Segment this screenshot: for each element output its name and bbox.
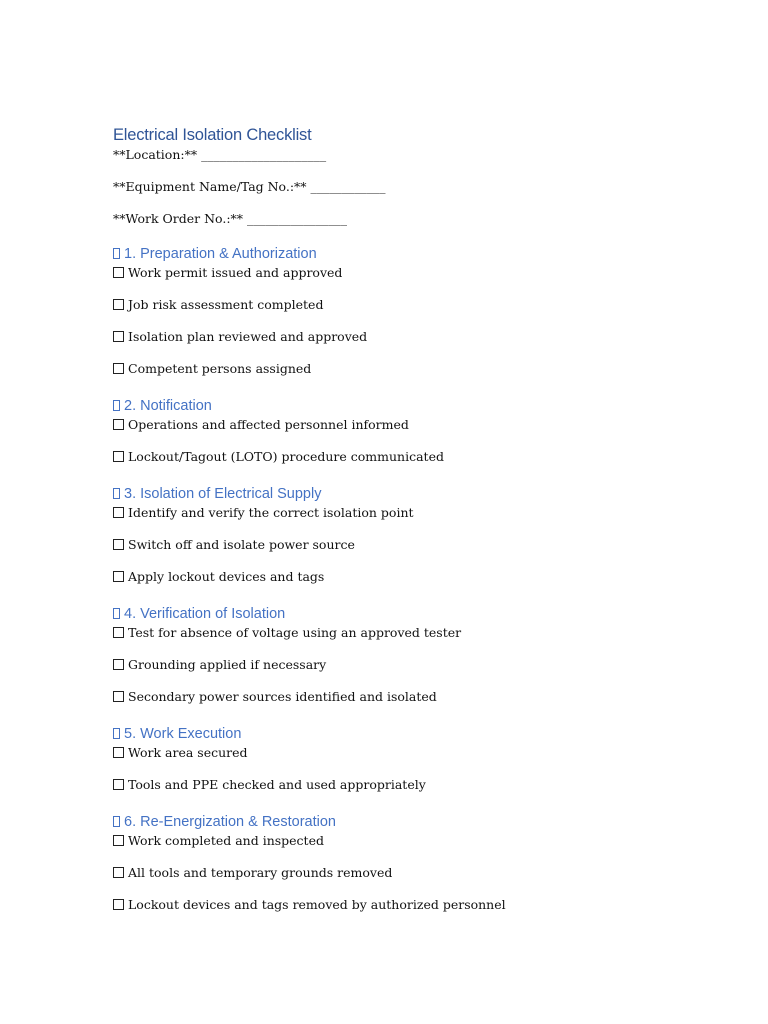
checklist-item-label: All tools and temporary grounds removed [128,865,393,880]
checklist-item[interactable] [113,744,713,762]
checklist-item[interactable] [113,328,713,346]
checklist-section [113,604,713,706]
checklist-section [113,484,713,586]
field-blank-line[interactable]: ____________________ [201,147,327,162]
checklist-item[interactable] [113,624,713,642]
checklist-item[interactable] [113,568,713,586]
checklist-item[interactable] [113,448,713,466]
checklist-item[interactable] [113,416,713,434]
checklist-item-label: Lockout/Tagout (LOTO) procedure communicated [128,449,444,464]
missing-glyph-box-icon [113,400,120,411]
checklist-item[interactable] [113,656,713,674]
section-heading [113,484,713,504]
checklist-item-label: Work area secured [128,745,248,760]
empty-checkbox-icon[interactable] [113,659,124,670]
checklist-item[interactable] [113,896,713,914]
checklist-item-label: Tools and PPE checked and used appropriately [128,777,426,792]
missing-glyph-box-icon [113,728,120,739]
checklist-item[interactable] [113,832,713,850]
checklist-section [113,812,713,914]
checklist-item-label: Identify and verify the correct isolation point [128,505,414,520]
checklist-item[interactable] [113,264,713,282]
document-title: Electrical Isolation Checklist [113,126,312,144]
checklist-section [113,244,713,378]
empty-checkbox-icon[interactable] [113,867,124,878]
field-label: **Location:** [113,147,202,162]
checklist-item-label: Job risk assessment completed [128,297,324,312]
checklist-item-label: Grounding applied if necessary [128,657,327,672]
empty-checkbox-icon[interactable] [113,627,124,638]
checklist-sections [113,244,713,914]
empty-checkbox-icon[interactable] [113,747,124,758]
header-field [113,178,713,196]
empty-checkbox-icon[interactable] [113,299,124,310]
empty-checkbox-icon[interactable] [113,835,124,846]
empty-checkbox-icon[interactable] [113,691,124,702]
checklist-item-label: Lockout devices and tags removed by authorized personnel [128,897,506,912]
header-field [113,210,713,228]
checklist-item-label: Switch off and isolate power source [128,537,355,552]
checklist-item[interactable] [113,688,713,706]
field-label: **Work Order No.:** [113,211,248,226]
field-label: **Equipment Name/Tag No.:** [113,179,311,194]
checklist-item[interactable] [113,776,713,794]
header-field [113,146,713,164]
empty-checkbox-icon[interactable] [113,507,124,518]
section-heading [113,244,713,264]
checklist-item-label: Test for absence of voltage using an approved tester [128,625,462,640]
section-heading-text: 5. Work Execution [124,726,242,742]
checklist-item[interactable] [113,504,713,522]
section-heading [113,396,713,416]
missing-glyph-box-icon [113,488,120,499]
empty-checkbox-icon[interactable] [113,419,124,430]
section-heading [113,604,713,624]
missing-glyph-box-icon [113,248,120,259]
missing-glyph-box-icon [113,816,120,827]
field-blank-line[interactable]: ________________ [247,211,348,226]
section-heading-text: 3. Isolation of Electrical Supply [124,486,322,502]
checklist-item-label: Competent persons assigned [128,361,312,376]
empty-checkbox-icon[interactable] [113,779,124,790]
section-heading [113,724,713,744]
section-heading-text: 4. Verification of Isolation [124,606,286,622]
empty-checkbox-icon[interactable] [113,363,124,374]
document-page [113,124,713,914]
empty-checkbox-icon[interactable] [113,571,124,582]
checklist-item-label: Work permit issued and approved [128,265,343,280]
field-blank-line[interactable]: ____________ [310,179,386,194]
empty-checkbox-icon[interactable] [113,899,124,910]
checklist-section [113,724,713,794]
empty-checkbox-icon[interactable] [113,451,124,462]
missing-glyph-box-icon [113,608,120,619]
section-heading [113,812,713,832]
section-heading-text: 1. Preparation & Authorization [124,246,317,262]
checklist-item-label: Isolation plan reviewed and approved [128,329,368,344]
checklist-section [113,396,713,466]
header-fields [113,146,713,228]
checklist-item-label: Work completed and inspected [128,833,324,848]
empty-checkbox-icon[interactable] [113,331,124,342]
checklist-item-label: Secondary power sources identified and isolated [128,689,437,704]
empty-checkbox-icon[interactable] [113,539,124,550]
section-heading-text: 6. Re-Energization & Restoration [124,814,336,830]
checklist-item[interactable] [113,864,713,882]
checklist-item[interactable] [113,360,713,378]
checklist-item-label: Operations and affected personnel informed [128,417,409,432]
checklist-item-label: Apply lockout devices and tags [128,569,325,584]
section-heading-text: 2. Notification [124,398,212,414]
checklist-item[interactable] [113,296,713,314]
checklist-item[interactable] [113,536,713,554]
empty-checkbox-icon[interactable] [113,267,124,278]
